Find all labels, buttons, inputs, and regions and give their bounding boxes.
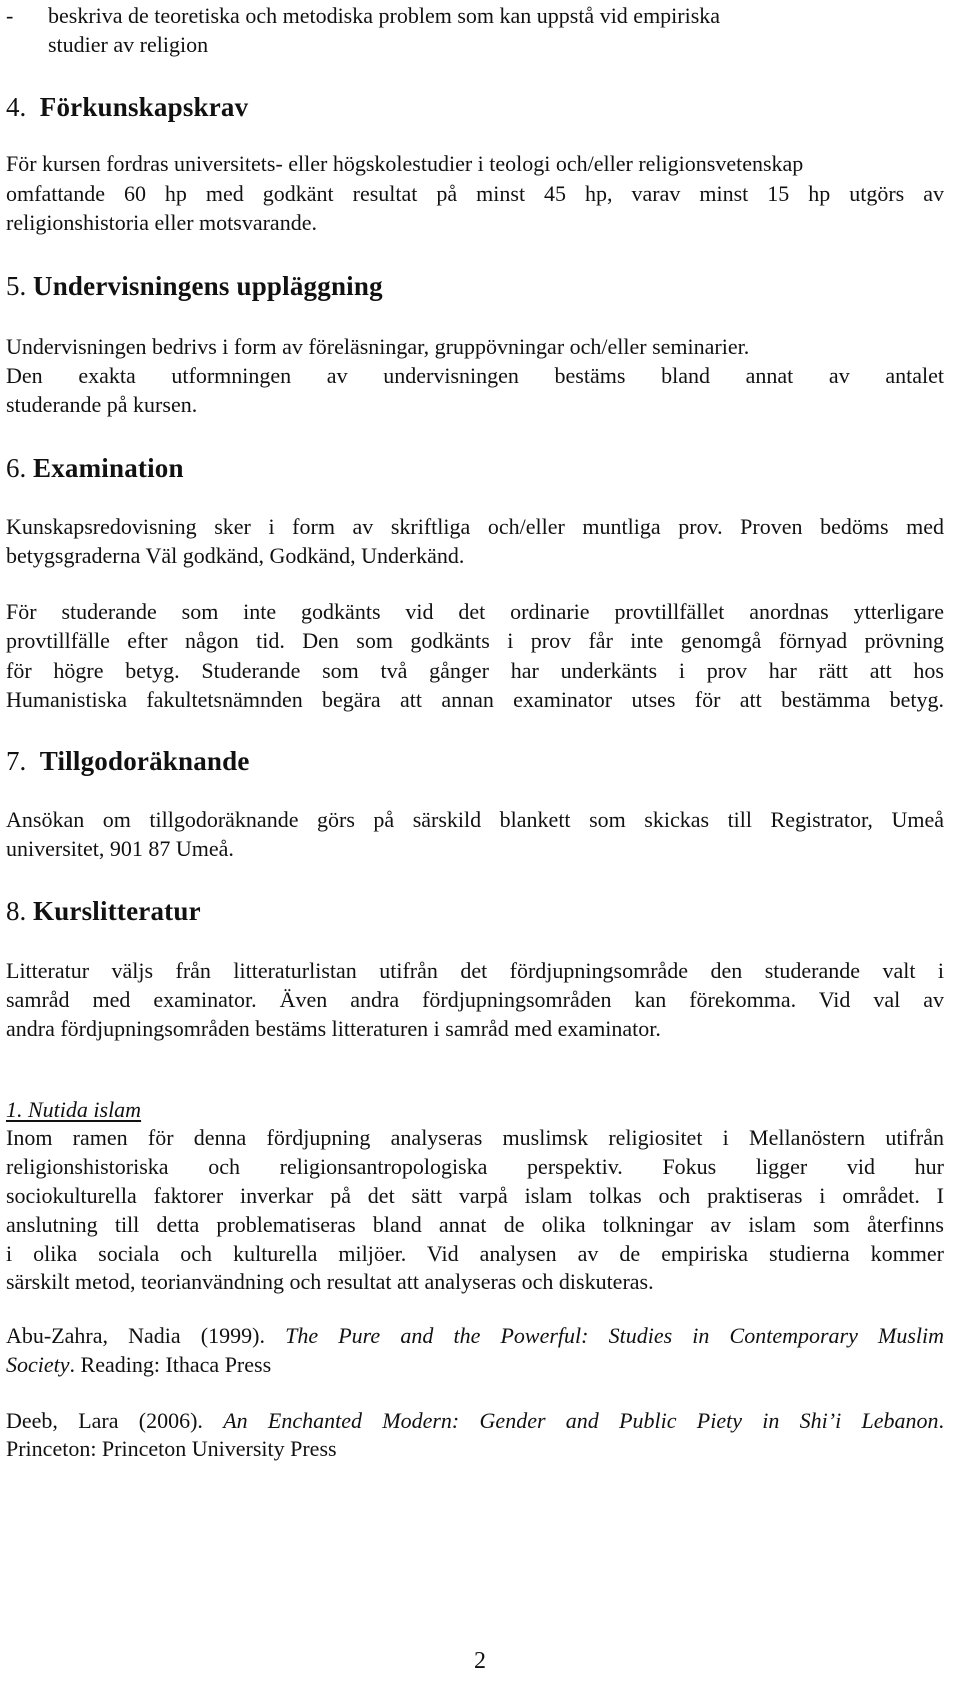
section-4-line-1: För kursen fordras universitets- eller högskolestudier i teologi och/eller religionsvetenskap: [6, 151, 804, 176]
section-5-heading: 5. Undervisningens uppläggning: [6, 271, 383, 301]
section-5-line-1: Undervisningen bedrivs i form av föreläsningar, gruppövningar och/eller seminarier.: [6, 334, 750, 359]
reference-2-line-1: Deeb, Lara (2006). An Enchanted Modern: Gender and Public Piety in Shi’i Lebanon.: [6, 1408, 944, 1433]
section-6-para-2-line-3: för högre betyg. Studerande som två gånger har underkänts i prov har rätt att hos: [6, 658, 944, 683]
subsection-1-line-5: i olika sociala och kulturella miljöer. Vid analysen av de empiriska studierna kommer: [6, 1241, 944, 1266]
subsection-1-line-6: särskilt metod, teorianvändning och resultat att analyseras och diskuteras.: [6, 1269, 654, 1294]
section-6-heading: 6. Examination: [6, 453, 184, 483]
subsection-1-line-1: Inom ramen för denna fördjupning analyseras muslimsk religiositet i Mellanöstern utifrån: [6, 1125, 944, 1150]
reference-2-line-2: Princeton: Princeton University Press: [6, 1436, 337, 1461]
subsection-1-title: 1. Nutida islam: [6, 1097, 142, 1122]
section-5-line-2: Den exakta utformningen av undervisningen bestäms bland annat av antalet: [6, 363, 944, 388]
reference-1-line-2: Society. Reading: Ithaca Press: [6, 1352, 272, 1377]
subsection-1-line-2: religionshistoriska och religionsantropologiska perspektiv. Fokus ligger vid hur: [6, 1154, 944, 1179]
section-4-line-2: omfattande 60 hp med godkänt resultat på minst 45 hp, varav minst 15 hp utgörs av: [6, 181, 944, 206]
section-7-heading: 7. Tillgodoräknande: [6, 746, 250, 776]
section-7-line-1: Ansökan om tillgodoräknande görs på särskild blankett som skickas till Registrator, Umeå: [6, 807, 944, 832]
subsection-1-line-4: anslutning till detta problematiseras bland annat de olika tolkningar av islam som återfinns: [6, 1212, 944, 1237]
intro-bullet-line-2: studier av religion: [48, 32, 209, 57]
section-6-para-2-line-2: provtillfälle efter någon tid. Den som godkänts i prov får inte genomgå förnyad prövning: [6, 628, 944, 653]
section-8-line-3: andra fördjupningsområden bestäms litteraturen i samråd med examinator.: [6, 1016, 661, 1041]
section-8-line-2: samråd med examinator. Även andra fördjupningsområden kan förekomma. Vid val av: [6, 987, 944, 1012]
section-8-heading: 8. Kurslitteratur: [6, 896, 201, 926]
section-4-line-3: religionshistoria eller motsvarande.: [6, 210, 317, 235]
section-6-para-2-line-1: För studerande som inte godkänts vid det ordinarie provtillfället anordnas ytterligare: [6, 599, 944, 624]
reference-1-line-1: Abu-Zahra, Nadia (1999). The Pure and the Powerful: Studies in Contemporary Muslim: [6, 1323, 944, 1348]
section-6-para-2-line-4: Humanistiska fakultetsnämnden begära att annan examinator utses för att bestämma betyg.: [6, 687, 944, 712]
section-8-line-1: Litteratur väljs från litteraturlistan utifrån det fördjupningsområde den studerande valt i: [6, 958, 944, 983]
page-number: 2: [474, 1648, 486, 1674]
section-5-line-3: studerande på kursen.: [6, 392, 198, 417]
subsection-1-line-3: sociokulturella faktorer inverkar på det sätt varpå islam tolkas och praktiseras i området. I: [6, 1183, 944, 1208]
section-6-para-1-line-1: Kunskapsredovisning sker i form av skriftliga och/eller muntliga prov. Proven bedöms med: [6, 514, 944, 539]
bullet-dash: -: [6, 3, 14, 28]
section-7-line-2: universitet, 901 87 Umeå.: [6, 836, 234, 861]
intro-bullet-line-1: - beskriva de teoretiska och metodiska problem som kan uppstå vid empiriska: [6, 3, 721, 28]
section-4-heading: 4. Förkunskapskrav: [6, 92, 249, 122]
section-6-para-1-line-2: betygsgraderna Väl godkänd, Godkänd, Underkänd.: [6, 543, 465, 568]
